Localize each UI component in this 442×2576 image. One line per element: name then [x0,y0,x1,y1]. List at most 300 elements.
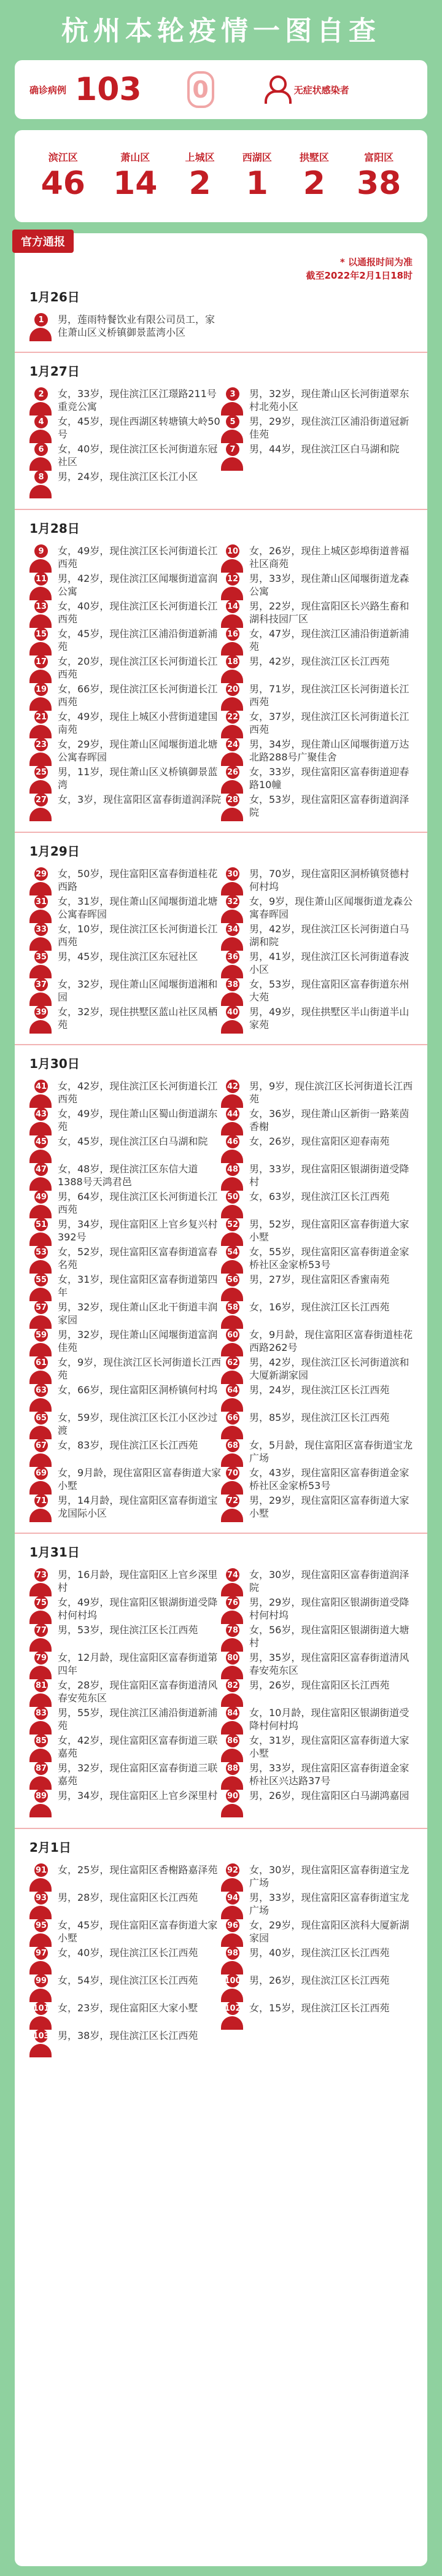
case-text: 女，26岁，现住富阳区迎春南苑 [249,1135,390,1147]
case-pin-icon [29,1383,52,1413]
case-number: 43 [34,1107,48,1121]
case-text: 男，33岁，现住萧山区闻堰街道龙森公寓 [249,573,409,597]
case-number: 19 [34,683,48,696]
case-number: 2 [34,387,48,401]
case-text: 女，9岁，现住滨江区长河街道长江西苑 [58,1356,222,1381]
case-number: 87 [34,1762,48,1775]
case-pin-icon [29,1863,52,1893]
case-pin-icon [29,950,52,980]
section-divider [15,1533,427,1534]
case-number: 76 [226,1596,239,1609]
case-pin-icon [221,1789,243,1819]
case-text: 男，16月龄，现住富阳区上官乡深里村 [58,1569,218,1593]
case-pin-icon [29,1411,52,1441]
case-text: 男，34岁，现住萧山区闻堰街道万达北路288号广聚佳舍 [249,738,409,763]
case-number: 55 [34,1273,48,1286]
case-text: 女，45岁，现住滨江区白马湖和院 [58,1135,208,1147]
case-number: 63 [34,1383,48,1397]
case-number: 93 [34,1891,48,1905]
case-text: 男，24岁，现住滨江区长江西苑 [249,1384,390,1396]
case-number: 23 [34,738,48,751]
case-text: 男，莲雨特餐饮业有限公司员工，家住萧山区义桥镇御景蓝湾小区 [58,314,215,338]
case-text: 女，30岁，现住富阳区富春街道润泽院 [249,1569,409,1593]
case-pin-icon [221,387,243,417]
case-number: 39 [34,1005,48,1019]
district-0 [41,150,85,203]
official-bulletin-tag: 官方通报 [12,230,74,253]
case-text: 女，53岁，现住富阳区富春街道润泽院 [249,794,409,818]
case-text: 女，66岁，现住滨江区长河街道长江西苑 [58,683,218,708]
case-text: 女，53岁，现住富阳区富春街道东州大苑 [249,978,409,1003]
case-number: 91 [34,1863,48,1877]
case-text: 女，29岁，现住富阳区滨科大厦新湖家园 [249,1919,409,1944]
case-pin-icon [29,1623,52,1653]
case-pin-icon [221,1946,243,1976]
case-text: 女，28岁，现住富阳区富春街道清风春安苑东区 [58,1679,218,1704]
case-text: 男，70岁，现住富阳区洞桥镇贤德村何村坞 [249,868,409,892]
case-number: 21 [34,710,48,724]
case-pin-icon [29,1245,52,1275]
case-text: 男，24岁，现住滨江区长江小区 [58,471,198,482]
case-pin-icon [221,1356,243,1385]
case-pin-icon [221,1734,243,1763]
case-pin-icon [221,1218,243,1247]
case-pin-icon [29,470,52,500]
case-text: 男，32岁，现住萧山区长河街道翠东村北苑小区 [249,388,409,412]
case-number: 38 [226,978,239,991]
case-number: 86 [226,1734,239,1747]
case-pin-icon [29,415,52,444]
case-number: 12 [226,572,239,586]
case-pin-icon [221,950,243,980]
case-pin-icon [29,1356,52,1385]
case-text: 男，26岁，现住富阳区白马湖鸿嘉园 [249,1790,409,1801]
district-3 [242,150,272,203]
district-name: 富阳区 [364,151,394,163]
case-pin-icon [29,1762,52,1791]
case-pin-icon [221,1919,243,1948]
case-number: 33 [34,922,48,936]
case-number: 8 [34,470,48,484]
case-text: 女，48岁，现住滨江区东信大道1388号天鸿君邑 [58,1163,198,1188]
case-number: 31 [34,895,48,908]
bulletin-note-line2: 截至2022年2月1日18时 [306,270,413,281]
case-text: 男，32岁，现住富阳区富春街道三联嘉苑 [58,1762,218,1787]
case-pin-icon [29,1080,52,1109]
case-number: 89 [34,1789,48,1803]
case-text: 女，56岁，现住富阳区银湖街道大塘村 [249,1624,409,1649]
case-number: 18 [226,655,239,668]
case-pin-icon [221,1651,243,1681]
case-text: 女，42岁，现住富阳区富春街道三联嘉苑 [58,1735,218,1759]
case-pin-icon [29,683,52,712]
case-text: 男，40岁，现住滨江区长江西苑 [249,1947,390,1959]
case-number: 60 [226,1328,239,1342]
case-text: 女，40岁，现住滨江区长河街道长江西苑 [58,600,218,625]
case-pin-icon [221,1328,243,1358]
case-number: 51 [34,1218,48,1231]
case-text: 男，33岁，现住富阳区银湖街道受降村 [249,1163,409,1188]
case-number: 11 [34,572,48,586]
case-text: 男，71岁，现住滨江区长河街道长江西苑 [249,683,409,708]
case-number: 96 [226,1919,239,1932]
case-number: 42 [226,1080,239,1093]
district-count: 2 [303,164,325,202]
case-text: 女，52岁，现住富阳区富春街道富春名苑 [58,1246,218,1271]
district-name: 萧山区 [120,151,150,163]
case-number: 27 [34,793,48,806]
case-pin-icon [29,1568,52,1598]
case-number: 34 [226,922,239,936]
district-5 [357,150,401,203]
bulletin-note [306,255,413,282]
case-pin-icon [221,793,243,822]
case-pin-icon [221,2002,243,2031]
case-pin-icon [29,1891,52,1920]
case-text: 女，32岁，现住萧山区闻堰街道湘和园 [58,978,218,1003]
case-text: 男，26岁，现住滨江区长江西苑 [249,1975,390,1986]
case-number: 4 [34,415,48,428]
section-divider [15,509,427,510]
district-2 [185,150,215,203]
case-number: 92 [226,1863,239,1877]
case-number: 6 [34,443,48,456]
case-text: 男，64岁，现住滨江区长河街道长江西苑 [58,1191,218,1215]
case-number: 61 [34,1356,48,1369]
case-number: 64 [226,1383,239,1397]
case-pin-icon [29,1273,52,1302]
case-number: 45 [34,1135,48,1148]
case-pin-icon [221,1494,243,1523]
case-number: 81 [34,1679,48,1692]
case-number: 85 [34,1734,48,1747]
case-pin-icon [221,627,243,657]
section-date: 1月31日 [29,1545,80,1560]
case-number: 28 [226,793,239,806]
case-number: 58 [226,1301,239,1314]
case-text: 男，38岁，现住滨江区长江西苑 [58,2030,198,2041]
case-pin-icon [29,978,52,1007]
district-count: 1 [246,164,268,202]
case-number: 48 [226,1162,239,1176]
case-number: 68 [226,1439,239,1452]
case-text: 女，45岁，现住滨江区浦沿街道新浦苑 [58,628,218,652]
case-pin-icon [221,1439,243,1468]
case-number: 102 [226,2002,239,2015]
case-number: 62 [226,1356,239,1369]
page-title: 杭州本轮疫情一图自查 [61,15,381,47]
case-pin-icon [221,1706,243,1736]
case-text: 女，9岁，现住萧山区闻堰街道龙森公寓春晖园 [249,895,413,920]
case-text: 女，63岁，现住滨江区长江西苑 [249,1191,390,1202]
section-date: 1月26日 [29,290,80,304]
case-pin-icon [221,765,243,795]
case-text: 女，47岁，现住滨江区浦沿街道新浦苑 [249,628,409,652]
case-text: 女，10岁，现住滨江区长河街道长江西苑 [58,923,218,948]
district-name: 拱墅区 [299,151,329,163]
case-text: 男，33岁，现住富阳区富春街道金家桥社区兴达路37号 [249,1762,409,1787]
case-text: 女，31岁，现住富阳区富春街道大家小墅 [249,1735,409,1759]
case-number: 44 [226,1107,239,1121]
case-text: 男，42岁，现住滨江区闻堰街道富润公寓 [58,573,218,597]
case-pin-icon [221,1273,243,1302]
case-text: 男，35岁，现住富阳区富春街道清风春安苑东区 [249,1652,409,1676]
case-pin-icon [29,895,52,924]
case-text: 女，45岁，现住富阳区富春街道大家小墅 [58,1919,218,1944]
section-divider [15,1044,427,1045]
case-number: 17 [34,655,48,668]
case-number: 40 [226,1005,239,1019]
case-pin-icon [29,655,52,684]
case-pin-icon [221,867,243,897]
district-name: 西湖区 [242,151,272,163]
district-name: 上城区 [185,151,215,163]
case-pin-icon [221,544,243,574]
case-number: 69 [34,1466,48,1480]
case-text: 女，49岁，现住滨江区长河街道长江西苑 [58,545,218,570]
case-pin-icon [29,1328,52,1358]
section-divider [15,352,427,353]
case-pin-icon [221,1863,243,1893]
case-text: 女，31岁，现住萧山区闻堰街道北塘公寓春晖园 [58,895,218,920]
section-date: 1月29日 [29,844,80,859]
case-number: 101 [34,2002,48,2015]
case-pin-icon [29,1190,52,1220]
case-number: 78 [226,1623,239,1637]
case-number: 5 [226,415,239,428]
case-text: 男，42岁，现住滨江区长江西苑 [249,656,390,667]
case-pin-icon [221,1679,243,1708]
case-number: 79 [34,1651,48,1665]
case-number: 35 [34,950,48,964]
case-number: 10 [226,544,239,558]
case-text: 女，54岁，现住滨江区长江西苑 [58,1975,198,1986]
case-pin-icon [29,600,52,629]
case-text: 男，26岁，现住富阳区长江西苑 [249,1679,390,1691]
case-number: 67 [34,1439,48,1452]
case-text: 女，33岁，现住滨江区江璟路211号重竞公寓 [58,388,217,412]
case-pin-icon [221,1190,243,1220]
case-text: 女，33岁，现住富阳区富春街道迎春路10幢 [249,766,409,791]
case-text: 女，59岁，现住滨江区长江小区沙过渡 [58,1412,218,1436]
person-icon [263,75,288,104]
district-count: 46 [41,164,85,202]
case-number: 47 [34,1162,48,1176]
case-number: 49 [34,1190,48,1204]
case-number: 72 [226,1494,239,1507]
case-number: 37 [34,978,48,991]
case-text: 男，85岁，现住滨江区长江西苑 [249,1412,390,1423]
case-number: 46 [226,1135,239,1148]
case-pin-icon [221,1974,243,2003]
case-number: 100 [226,1974,239,1987]
case-pin-icon [29,1919,52,1948]
case-pin-icon [29,1466,52,1496]
case-text: 女，66岁，现住富阳区洞桥镇何村坞 [58,1384,218,1396]
case-text: 女，43岁，现住富阳区富春街道金家桥社区金家桥53号 [249,1467,409,1491]
case-pin-icon [29,1301,52,1330]
case-number: 97 [34,1946,48,1960]
case-pin-icon [29,1596,52,1625]
case-list-card [15,233,427,2566]
case-text: 女，12月龄，现住富阳区富春街道第四年 [58,1652,218,1676]
case-number: 14 [226,600,239,613]
case-text: 男，33岁，现住富阳区富春街道宝龙广场 [249,1892,409,1916]
case-pin-icon [29,627,52,657]
case-pin-icon [29,1494,52,1523]
case-number: 74 [226,1568,239,1582]
case-pin-icon [221,1466,243,1496]
case-text: 女，30岁，现住富阳区富春街道宝龙广场 [249,1864,409,1889]
case-number: 82 [226,1679,239,1692]
case-pin-icon [29,2002,52,2031]
case-number: 84 [226,1706,239,1720]
case-text: 女，83岁，现住滨江区长江西苑 [58,1439,198,1451]
case-pin-icon [29,1651,52,1681]
case-pin-icon [221,1135,243,1164]
case-text: 女，50岁，现住富阳区富春街道桂花西路 [58,868,218,892]
case-pin-icon [221,978,243,1007]
case-number: 16 [226,627,239,641]
case-number: 26 [226,765,239,779]
case-pin-icon [29,1679,52,1708]
case-number: 77 [34,1623,48,1637]
asymptomatic-label: 无症状感染者 [293,84,349,96]
case-pin-icon [221,655,243,684]
case-text: 女，55岁，现住富阳区富春街道金家桥社区金家桥53号 [249,1246,409,1271]
case-text: 女，9月龄，现住富阳区富春街道大家小墅 [58,1467,222,1491]
confirmed-value: 103 [75,71,142,108]
case-text: 男，49岁，现住拱墅区半山街道半山家苑 [249,1006,409,1031]
district-count: 14 [113,164,158,202]
district-card [15,130,427,222]
case-pin-icon [221,1411,243,1441]
section-date: 1月27日 [29,364,80,379]
case-number: 70 [226,1466,239,1480]
case-number: 59 [34,1328,48,1342]
case-number: 24 [226,738,239,751]
case-pin-icon [221,572,243,601]
case-pin-icon [221,683,243,712]
case-pin-icon [221,443,243,472]
case-number: 56 [226,1273,239,1286]
case-text: 女，26岁，现住上城区彭埠街道普福社区商苑 [249,545,409,570]
case-pin-icon [221,1762,243,1791]
case-pin-icon [29,1706,52,1736]
case-pin-icon [221,738,243,767]
case-number: 9 [34,544,48,558]
case-text: 男，44岁，现住滨江区白马湖和院 [249,443,400,455]
case-number: 36 [226,950,239,964]
section-date: 2月1日 [29,1840,71,1855]
case-number: 65 [34,1411,48,1425]
case-pin-icon [29,572,52,601]
case-text: 女，3岁，现住富阳区富春街道润泽院 [58,794,222,805]
case-text: 女，9月龄，现住富阳区富春街道桂花西路262号 [249,1329,413,1353]
case-pin-icon [29,2029,52,2059]
case-text: 女，32岁，现住拱墅区蓝山社区凤栖苑 [58,1006,218,1031]
case-pin-icon [29,867,52,897]
case-pin-icon [29,738,52,767]
case-pin-icon [29,1107,52,1137]
case-text: 女，31岁，现住富阳区富春街道第四年 [58,1274,218,1298]
case-text: 男，32岁，现住萧山区北干街道丰润家园 [58,1301,218,1326]
case-number: 1 [34,313,48,327]
case-pin-icon [29,1218,52,1247]
asymptomatic-value: 0 [187,71,214,108]
case-text: 男，27岁，现住富阳区香蜜南苑 [249,1274,390,1285]
case-pin-icon [221,1383,243,1413]
case-pin-icon [29,793,52,822]
case-number: 22 [226,710,239,724]
case-text: 女，40岁，现住滨江区长江西苑 [58,1947,198,1959]
case-text: 男，45岁，现住滨江区东冠社区 [58,951,198,962]
district-4 [300,150,329,203]
case-number: 29 [34,867,48,881]
case-pin-icon [221,1596,243,1625]
case-number: 20 [226,683,239,696]
case-number: 71 [34,1494,48,1507]
case-number: 94 [226,1891,239,1905]
case-pin-icon [221,1107,243,1137]
case-pin-icon [29,443,52,472]
confirmed-label: 确诊病例 [29,84,67,96]
case-text: 女，37岁，现住滨江区长河街道长江西苑 [249,711,409,735]
case-text: 女，49岁，现住富阳区银湖街道受降村何村坞 [58,1596,218,1621]
case-number: 52 [226,1218,239,1231]
case-text: 女，42岁，现住滨江区长河街道长江西苑 [58,1080,218,1105]
case-pin-icon [29,1162,52,1192]
district-count: 2 [188,164,211,202]
case-pin-icon [221,1568,243,1598]
case-text: 男，29岁，现住滨江区浦沿街道冠新佳苑 [249,416,409,440]
section-date: 1月30日 [29,1056,80,1071]
case-pin-icon [221,1005,243,1035]
case-text: 男，22岁，现住富阳区长兴路生畜和湖科技园厂区 [249,600,409,625]
case-pin-icon [29,544,52,574]
case-pin-icon [221,1623,243,1653]
case-text: 男，29岁，现住富阳区银湖街道受降村何村坞 [249,1596,409,1621]
case-text: 男，32岁，现住萧山区闻堰街道富润佳苑 [58,1329,218,1353]
case-number: 54 [226,1245,239,1259]
case-text: 男，42岁，现住滨江区长河街道白马湖和院 [249,923,409,948]
case-text: 男，9岁，现住滨江区长河街道长江西苑 [249,1080,413,1105]
case-pin-icon [29,1974,52,2003]
case-pin-icon [221,1301,243,1330]
case-pin-icon [29,313,52,342]
case-text: 女，16岁，现住滨江区长江西苑 [249,1301,390,1313]
case-pin-icon [221,1245,243,1275]
case-pin-icon [221,1080,243,1109]
case-pin-icon [29,1946,52,1976]
case-text: 男，34岁，现住富阳区上官乡深里村 [58,1790,218,1801]
case-number: 57 [34,1301,48,1314]
case-text: 女，5月龄，现住富阳区富春街道宝龙广场 [249,1439,413,1464]
case-text: 男，52岁，现住富阳区富春街道大家小墅 [249,1218,409,1243]
case-text: 女，36岁，现住萧山区新街一路莱茵香榭 [249,1108,409,1132]
case-pin-icon [221,600,243,629]
case-pin-icon [221,895,243,924]
case-number: 7 [226,443,239,456]
section-date: 1月28日 [29,521,80,536]
case-pin-icon [29,1439,52,1468]
case-text: 男，34岁，现住富阳区上官乡复兴村392号 [58,1218,218,1243]
district-name: 滨江区 [48,151,78,163]
case-text: 男，55岁，现住滨江区浦沿街道新浦苑 [58,1707,218,1731]
case-text: 男，11岁，现住萧山区义桥镇御景蓝湾 [58,766,218,791]
case-pin-icon [29,922,52,952]
case-pin-icon [29,1734,52,1763]
